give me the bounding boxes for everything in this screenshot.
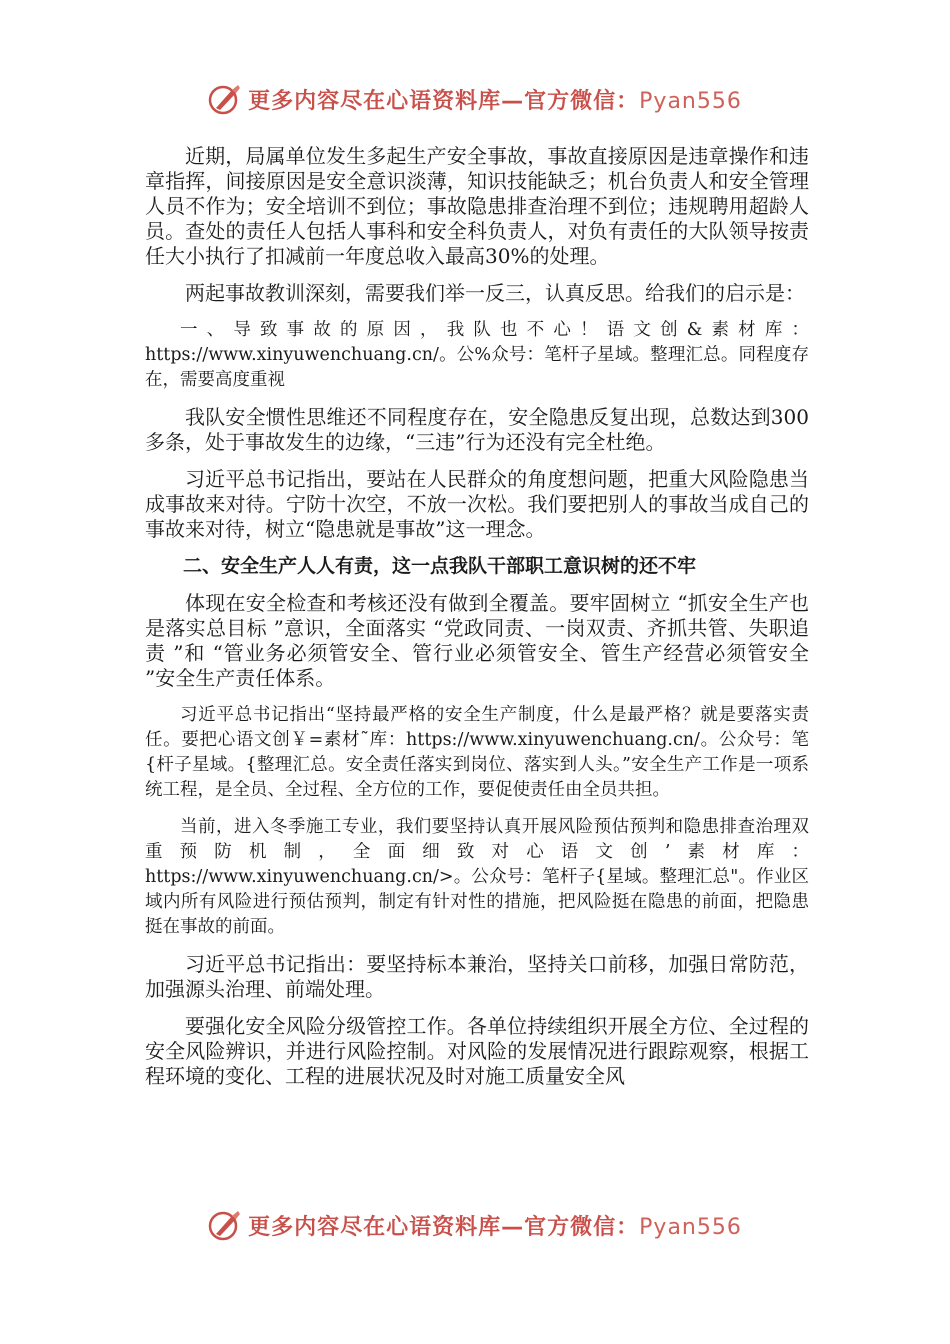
paragraph: 习近平总书记指出，要站在人民群众的角度想问题，把重大风险隐患当成事故来对待。宁防十次空，不放一次松。我们要把别人的事故当成自己的事故来对待，树立“隐患就是事故”这一理念。 — [145, 467, 809, 541]
banner-text: 更多内容尽在心语资料库—官方微信：Pyan556 — [248, 88, 742, 114]
paragraph: 两起事故教训深刻，需要我们举一反三，认真反思。给我们的启示是： — [185, 281, 805, 305]
wechat-id: Pyan556 — [639, 1214, 742, 1240]
paragraph: 当前，进入冬季施工专业，我们要坚持认真开展风险预估预判和隐患排查治理双重预防机制，全面细致对心语文创’素材库：https://www.xinyuwenchuang.cn/>。公众号：笔杆子{星域。整理汇总"。作业区域内所有风险进行预估预判，制定有针对性的措施，把风险挺在隐患的前面，把隐患挺在事故的前面。 — [145, 817, 809, 937]
document-body — [145, 144, 809, 1101]
paragraph: 一、导致事故的原因，我队也不心！语文创&素材库：https://www.xinyuwenchuang.cn/。公%众号：笔杆子星域。整理汇总。同程度存在，需要高度重视 — [145, 320, 809, 390]
paragraph: 习近平总书记指出“坚持最严格的安全生产制度，什么是最严格？就是要落实责任。要把心语文创￥=素材˜库：https://www.xinyuwenchuang.cn/。公众号：笔{杆子星域。{整理汇总。安全责任落实到岗位、落实到人头。”安全生产工作是一项系统工程，是全员、全过程、全方位的工作，要促使责任由全员共担。 — [145, 705, 809, 800]
section-heading: 二、安全生产人人有责，这一点我队干部职工意识树的还不牢 — [183, 555, 697, 577]
paragraph: 体现在安全检查和考核还没有做到全覆盖。要牢固树立 “抓安全生产也是落实总目标 ”意识，全面落实 “党政同责、一岗双责、齐抓共管、失职追责 ”和 “管业务必须管安全、管行业必须管安全、管生产经营必须管安全 ”安全生产责任体系。 — [145, 591, 809, 690]
paragraph: 我队安全惯性思维还不同程度存在，安全隐患反复出现，总数达到300多条，处于事故发生的边缘，“三违”行为还没有完全杜绝。 — [145, 405, 809, 454]
pen-logo-icon — [208, 1208, 242, 1242]
footer-banner — [0, 1208, 950, 1248]
paragraph: 习近平总书记指出：要坚持标本兼治，坚持关口前移，加强日常防范，加强源头治理、前端处理。 — [145, 952, 809, 1001]
paragraph: 要强化安全风险分级管控工作。各单位持续组织开展全方位、全过程的安全风险辨识，并进行风险控制。对风险的发展情况进行跟踪观察，根据工程环境的变化、工程的进展状况及时对施工质量安全风 — [145, 1014, 809, 1088]
wechat-id: Pyan556 — [639, 88, 742, 114]
header-banner — [0, 82, 950, 122]
banner-text: 更多内容尽在心语资料库—官方微信：Pyan556 — [248, 1214, 742, 1240]
pen-logo-icon — [208, 82, 242, 116]
paragraph: 近期，局属单位发生多起生产安全事故，事故直接原因是违章操作和违章指挥，间接原因是安全意识淡薄，知识技能缺乏；机台负责人和安全管理人员不作为；安全培训不到位；事故隐患排查治理不到位；违规聘用超龄人员。查处的责任人包括人事科和安全科负责人，对负有责任的大队领导按责任大小执行了扣减前一年度总收入最高30%的处理。 — [145, 144, 809, 268]
